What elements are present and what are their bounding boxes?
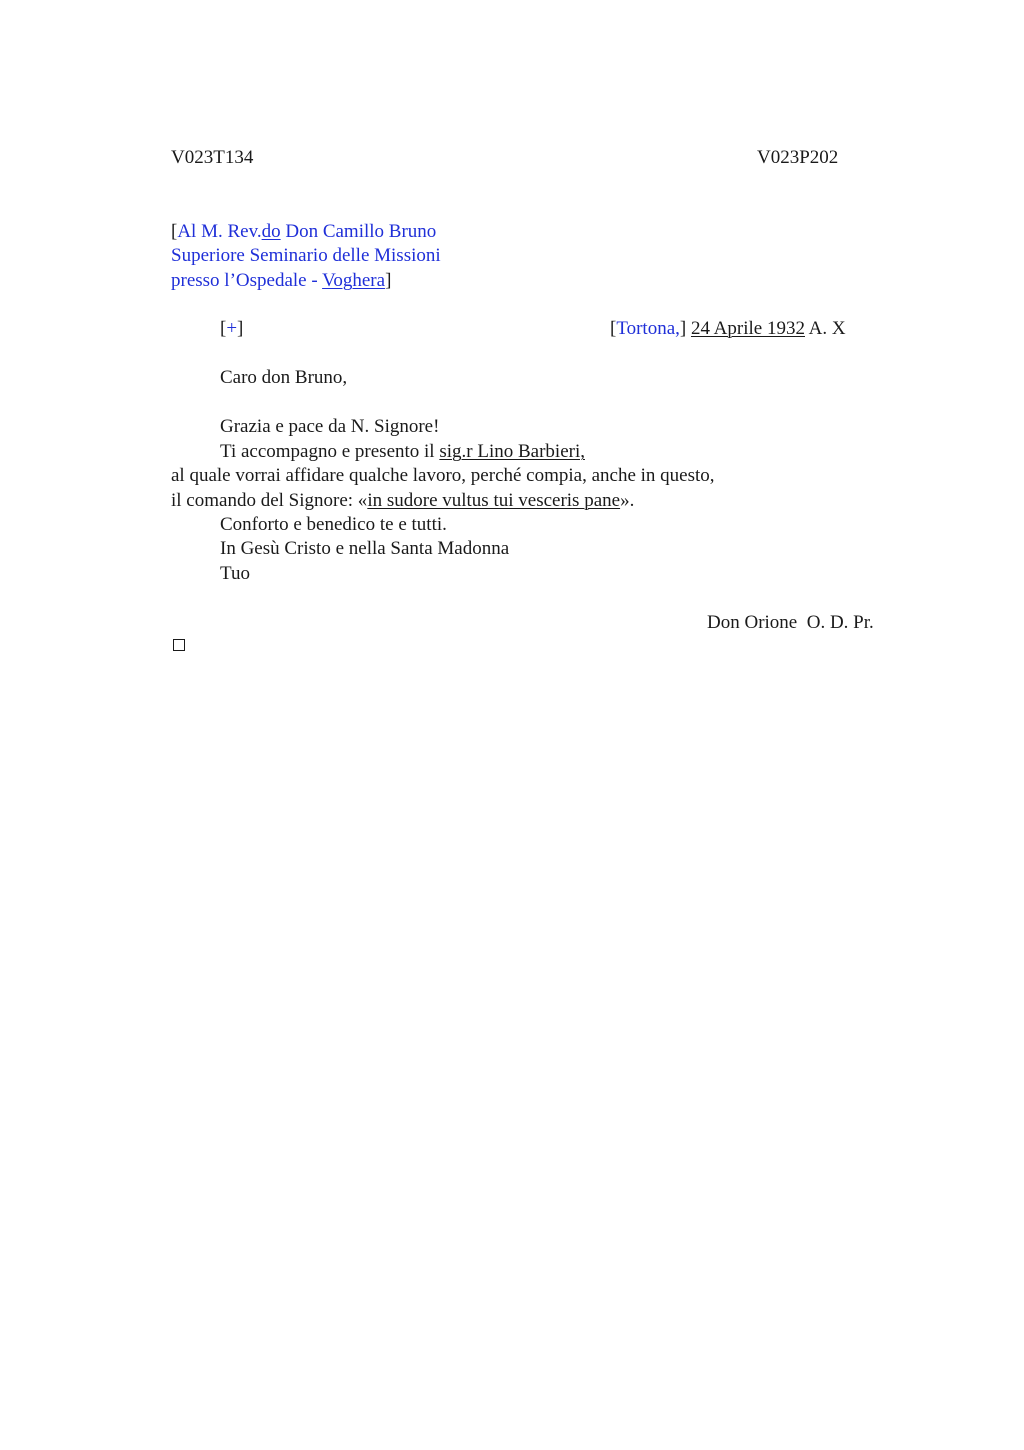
latin-quote: in sudore vultus tui vesceris pane: [367, 490, 621, 511]
body-line-5: Conforto e benedico te e tutti.: [220, 514, 447, 535]
salutation: Caro don Bruno,: [220, 367, 348, 388]
address-recipient-abbrev: do: [261, 221, 281, 242]
cross-mark: [+]: [220, 318, 244, 339]
dateline: [Tortona,] 24 Aprile 1932 A. X: [610, 318, 846, 339]
body-line-4: il comando del Signore: «in sudore vultus tui vesceris pane».: [171, 490, 635, 511]
address-city: Voghera: [322, 270, 386, 291]
bracket-close: ]: [385, 270, 392, 291]
address-recipient-name: Don Camillo Bruno: [280, 221, 437, 242]
address-line-1: [171, 220, 436, 244]
body-line-6: In Gesù Cristo e nella Santa Madonna: [220, 538, 510, 559]
era-year: A. X: [804, 318, 846, 339]
body-line-1: Grazia e pace da N. Signore!: [220, 416, 440, 437]
signature: Don Orione O. D. Pr.: [707, 612, 874, 633]
address-line-2: Superiore Seminario delle Missioni: [171, 245, 441, 266]
place-name: Tortona,: [616, 318, 680, 339]
address-location: presso l’Ospedale -: [171, 270, 323, 291]
address-recipient-prefix: Al M. Rev.: [177, 221, 262, 242]
body-line-2: Ti accompagno e presento il sig.r Lino Barbieri,: [220, 441, 585, 462]
closing-word: Tuo: [220, 563, 250, 584]
document-code-left: V023T134: [171, 147, 254, 168]
bracket-open: [: [171, 221, 178, 242]
end-mark-square-icon: [173, 639, 185, 651]
body-line-3: al quale vorrai affidare qualche lavoro, perché compia, anche in questo,: [171, 465, 715, 486]
address-line-3: [171, 269, 391, 293]
presented-person: sig.r Lino Barbieri,: [439, 441, 585, 462]
letter-date: 24 Aprile 1932: [690, 318, 805, 339]
document-code-right: V023P202: [757, 147, 839, 168]
cross-icon: +: [226, 318, 238, 339]
